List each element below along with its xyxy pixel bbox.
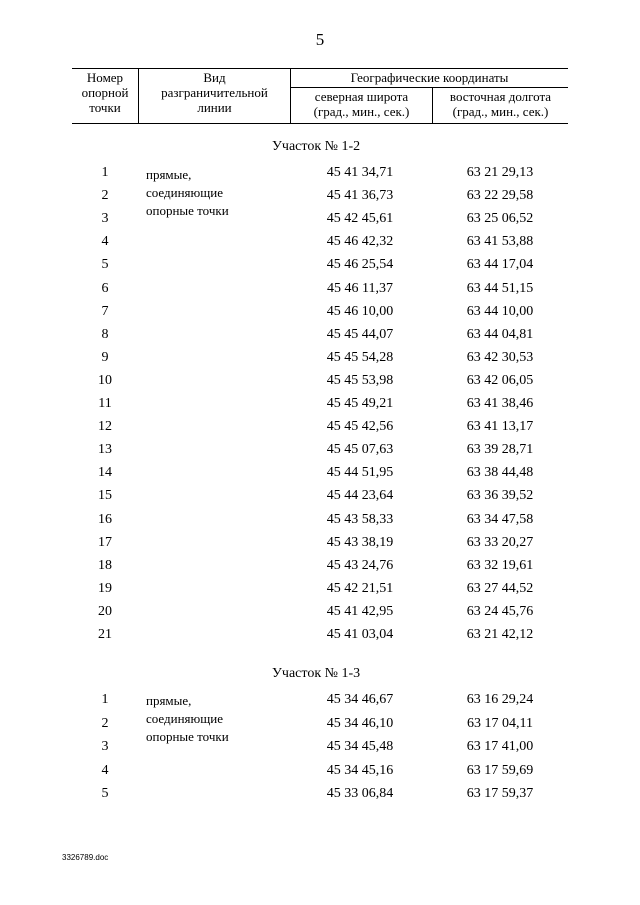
longitude-value: 63 42 06,05 (466, 373, 534, 388)
header-longitude: восточная долгота (град., мин., сек.) (449, 89, 552, 119)
longitude-value: 63 21 29,13 (466, 165, 534, 180)
latitude-value: 45 46 42,32 (326, 234, 394, 249)
longitude-value: 63 32 19,61 (466, 558, 534, 573)
point-number: 4 (101, 763, 109, 778)
table-row (0, 535, 640, 558)
table-row (0, 739, 640, 762)
latitude-value: 45 42 45,61 (326, 211, 394, 226)
latitude-value: 45 34 46,10 (326, 716, 394, 731)
latitude-value: 45 45 53,98 (326, 373, 394, 388)
point-number: 14 (98, 465, 112, 480)
latitude-value: 45 44 51,95 (326, 465, 394, 480)
latitude-value: 45 46 11,37 (327, 281, 393, 296)
latitude-value: 45 34 45,48 (326, 739, 394, 754)
longitude-value: 63 25 06,52 (466, 211, 534, 226)
table-row (0, 281, 640, 304)
longitude-value: 63 44 17,04 (466, 257, 534, 272)
line-type-label: прямые, соединяющие опорные точки (146, 167, 229, 218)
table-row (0, 558, 640, 581)
table-row (0, 419, 640, 442)
latitude-value: 45 45 49,21 (326, 396, 394, 411)
latitude-value: 45 41 34,71 (326, 165, 394, 180)
longitude-value: 63 17 41,00 (466, 739, 534, 754)
longitude-value: 63 44 04,81 (466, 327, 534, 342)
table-row (0, 442, 640, 465)
point-number: 1 (101, 692, 109, 707)
longitude-value: 63 36 39,52 (466, 488, 534, 503)
point-number: 7 (101, 304, 109, 319)
table-row (0, 604, 640, 627)
latitude-value: 45 43 24,76 (326, 558, 394, 573)
footer-filename: 3326789.doc (62, 853, 109, 862)
point-number: 18 (98, 558, 112, 573)
table-row (0, 488, 640, 511)
point-number: 20 (98, 604, 112, 619)
header-point-number: Номер опорной точки (81, 70, 129, 115)
longitude-value: 63 33 20,27 (466, 535, 534, 550)
table-row (0, 692, 640, 715)
table-row (0, 716, 640, 739)
point-number: 9 (101, 350, 109, 365)
table-row (0, 373, 640, 396)
table-row (0, 465, 640, 488)
latitude-value: 45 34 46,67 (326, 692, 394, 707)
table-row (0, 327, 640, 350)
table-header (72, 68, 568, 124)
table-row (0, 786, 640, 809)
header-mid-rule (290, 87, 568, 88)
longitude-value: 63 24 45,76 (466, 604, 534, 619)
longitude-value: 63 42 30,53 (466, 350, 534, 365)
table-row (0, 304, 640, 327)
header-geo-coordinates: Географические координаты (350, 70, 509, 85)
longitude-value: 63 44 10,00 (466, 304, 534, 319)
longitude-value: 63 16 29,24 (466, 692, 534, 707)
point-number: 21 (98, 627, 112, 642)
point-number: 5 (101, 786, 109, 801)
longitude-value: 63 41 38,46 (466, 396, 534, 411)
longitude-value: 63 41 13,17 (466, 419, 534, 434)
latitude-value: 45 45 07,63 (326, 442, 394, 457)
point-number: 1 (101, 165, 109, 180)
table-row (0, 512, 640, 535)
latitude-value: 45 41 42,95 (326, 604, 394, 619)
point-number: 17 (98, 535, 112, 550)
header-bottom-rule (72, 123, 568, 124)
latitude-value: 45 43 38,19 (326, 535, 394, 550)
point-number: 15 (98, 488, 112, 503)
point-number: 3 (101, 211, 109, 226)
line-type-label: прямые, соединяющие опорные точки (146, 693, 229, 744)
table-row (0, 350, 640, 373)
longitude-value: 63 27 44,52 (466, 581, 534, 596)
longitude-value: 63 34 47,58 (466, 512, 534, 527)
header-line-type: Вид разграничительной линии (161, 70, 268, 115)
point-number: 3 (101, 739, 109, 754)
point-number: 8 (101, 327, 109, 342)
latitude-value: 45 41 03,04 (326, 627, 394, 642)
latitude-value: 45 33 06,84 (326, 786, 394, 801)
latitude-value: 45 45 44,07 (326, 327, 394, 342)
table-row (0, 188, 640, 211)
page-number: 5 (315, 30, 325, 49)
header-top-rule (72, 68, 568, 69)
table-row (0, 627, 640, 650)
longitude-value: 63 41 53,88 (466, 234, 534, 249)
point-number: 10 (98, 373, 112, 388)
longitude-value: 63 22 29,58 (466, 188, 534, 203)
table-row (0, 396, 640, 419)
point-number: 12 (98, 419, 112, 434)
latitude-value: 45 44 23,64 (326, 488, 394, 503)
table-row (0, 257, 640, 280)
latitude-value: 45 46 10,00 (326, 304, 394, 319)
latitude-value: 45 43 58,33 (326, 512, 394, 527)
header-latitude: северная широта (град., мин., сек.) (313, 89, 410, 119)
table-row (0, 211, 640, 234)
latitude-value: 45 41 36,73 (326, 188, 394, 203)
longitude-value: 63 17 04,11 (467, 716, 533, 731)
latitude-value: 45 45 42,56 (326, 419, 394, 434)
longitude-value: 63 39 28,71 (466, 442, 534, 457)
latitude-value: 45 42 21,51 (326, 581, 394, 596)
point-number: 2 (101, 188, 109, 203)
longitude-value: 63 38 44,48 (466, 465, 534, 480)
point-number: 4 (101, 234, 109, 249)
table-row (0, 763, 640, 786)
point-number: 2 (101, 716, 109, 731)
table-row (0, 234, 640, 257)
latitude-value: 45 34 45,16 (326, 763, 394, 778)
longitude-value: 63 17 59,37 (466, 786, 534, 801)
latitude-value: 45 46 25,54 (326, 257, 394, 272)
point-number: 19 (98, 581, 112, 596)
table-row (0, 581, 640, 604)
point-number: 6 (101, 281, 109, 296)
longitude-value: 63 44 51,15 (466, 281, 534, 296)
longitude-value: 63 17 59,69 (466, 763, 534, 778)
latitude-value: 45 45 54,28 (326, 350, 394, 365)
point-number: 11 (98, 396, 112, 411)
table-row (0, 165, 640, 188)
point-number: 5 (101, 257, 109, 272)
longitude-value: 63 21 42,12 (466, 627, 534, 642)
point-number: 13 (98, 442, 112, 457)
point-number: 16 (98, 512, 112, 527)
